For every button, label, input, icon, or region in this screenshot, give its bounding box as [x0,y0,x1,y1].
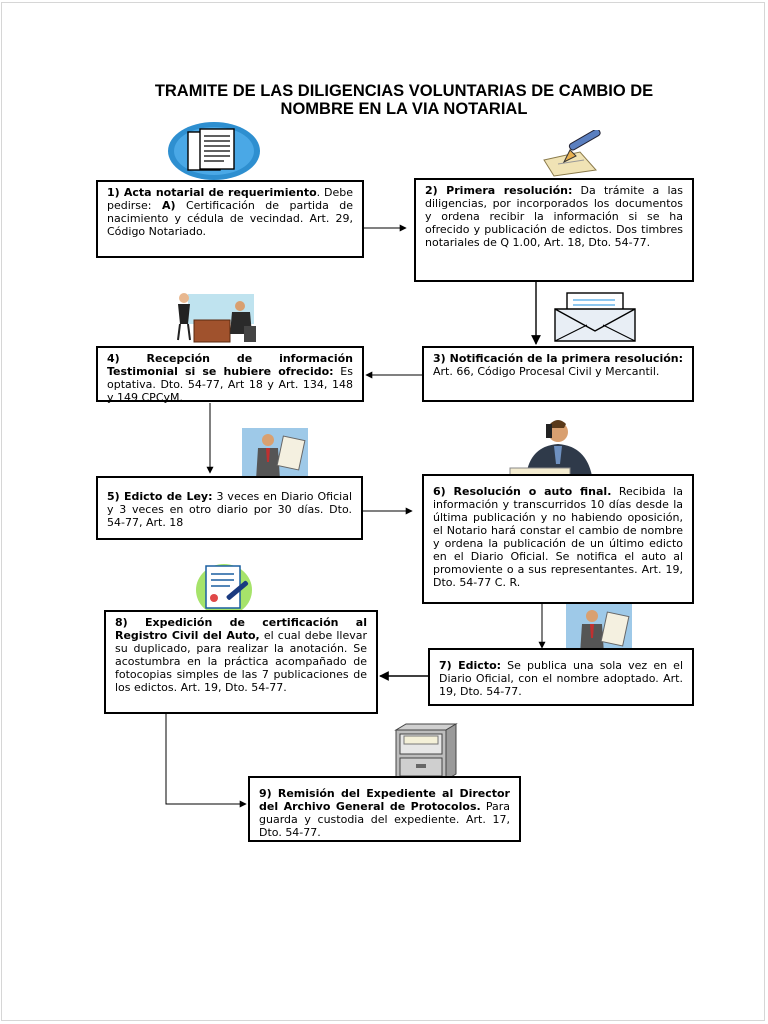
step-1-separator: . Debe pedirse: [107,186,354,212]
step-9-title: 9) Remisión del Expediente al Director del Archivo General de Protocolos. [259,787,510,813]
step-3-title: 3) Notificación de la primera resolución: [433,352,683,365]
step-1-text: Certificación de partida de nacimiento y cédula de vecindad. Art. 29, Código Notariado. [107,199,354,238]
step-box-4 [96,346,364,402]
arrow-8-to-9 [166,714,246,804]
step-9-text: Para guarda y custodia del expediente. Art. 17, Dto. 54-77. [259,800,511,839]
step-box-5 [96,476,363,540]
step-6-text: Recibida la información y transcurridos 10 días desde la última publicación y no habiendo oposición, el Notario hará constar el cambio de nombre y ordena la publicación de un último edicto en el Diario Oficial. Se notifica el auto al promoviente o a sus representantes. Art. 19, Dto. 54-77 C. R. [433,485,683,589]
step-box-9 [248,776,521,842]
step-box-2 [414,178,694,282]
page-title-line-2: NOMBRE EN LA VIA NOTARIAL [280,100,528,118]
file-cabinet-icon [390,722,460,782]
office-meeting-icon [170,290,260,348]
pen-writing-icon [540,130,606,178]
businessman-newspaper-icon-2 [566,604,632,654]
documents-icon [166,120,262,182]
businessman-newspaper-icon [242,428,308,480]
step-6-title: 6) Resolución o auto final. [433,485,612,498]
step-box-1 [96,180,364,258]
step-4-text: Es optativa. Dto. 54-77, Art 18 y Art. 134, 148 y 149 CPCyM. [107,365,353,404]
step-box-6 [422,474,694,604]
step-3-text: Art. 66, Código Procesal Civil y Mercantil. [433,365,660,378]
envelope-letter-icon [553,291,637,343]
page-title-line-1: TRAMITE DE LAS DILIGENCIAS VOLUNTARIAS DE CAMBIO DE [154,82,654,100]
step-4-title: 4) Recepción de información Testimonial si se hubiere ofrecido: [107,352,353,378]
step-1-option: A) [161,199,176,212]
step-8-text: el cual debe llevar su duplicado, para realizar la anotación. Se acostumbra en la práctica acompañado de fotocopias simples de las 7 publicaciones de los edictos. Art. 19, Dto. 54-77. [115,629,367,694]
step-5-text: 3 veces en Diario Oficial y 3 veces en otro diario por 30 días. Dto. 54-77, Art. 18 [107,490,352,529]
step-2-title: 2) Primera resolución: [425,184,573,197]
step-box-7 [428,648,694,706]
step-2-text: Da trámite a las diligencias, por incorporados los documentos y ordena recibir la información si se ha ofrecido y publicación de edictos. Dos timbres notariales de Q 1.00, Art. 18, Dto. 54-77. [425,184,683,249]
step-7-text: Se publica una sola vez en el Diario Oficial, con el nombre adoptado. Art. 19, Dto. 54-77. [439,659,683,698]
step-1-title: 1) Acta notarial de requerimiento [107,186,317,199]
step-5-title: 5) Edicto de Ley: [107,490,213,503]
step-8-title: 8) Expedición de certificación al Registro Civil del Auto, [115,616,367,642]
step-box-8 [104,610,378,714]
step-box-3 [422,346,694,402]
step-7-title: 7) Edicto: [439,659,502,672]
man-on-phone-icon [506,418,598,476]
